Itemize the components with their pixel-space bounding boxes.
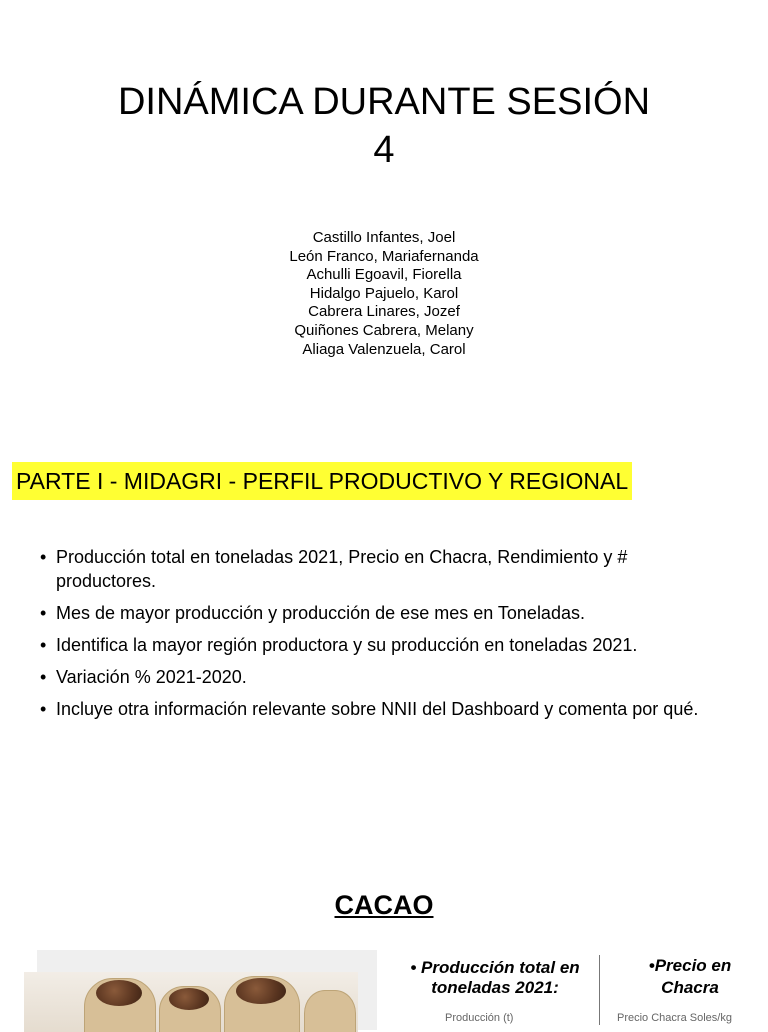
bullet-item: • Identifica la mayor región productora y su producción en toneladas 2021.	[40, 633, 710, 657]
col-produccion-title-2: toneladas 2021:	[431, 978, 559, 997]
bullet-item: • Producción total en toneladas 2021, Precio en Chacra, Rendimiento y # productores.	[40, 545, 710, 593]
beans-shape	[236, 978, 286, 1004]
bullet-item: • Variación % 2021-2020.	[40, 665, 710, 689]
author-name: León Franco, Mariafernanda	[289, 247, 479, 265]
sack-shape	[304, 990, 356, 1032]
author-list	[0, 229, 768, 359]
slide-parte-1	[0, 455, 768, 845]
col-precio-title-2: Chacra	[661, 978, 719, 997]
col-precio	[612, 955, 768, 999]
slide-cacao	[0, 870, 768, 1024]
cacao-sacks-photo	[24, 972, 358, 1032]
author-name: Achulli Egoavil, Fiorella	[306, 266, 462, 284]
col-produccion	[395, 958, 595, 998]
slide-title	[0, 0, 768, 420]
section-heading: PARTE I - MIDAGRI - PERFIL PRODUCTIVO Y REGIONAL	[12, 462, 632, 500]
author-name: Castillo Infantes, Joel	[312, 229, 456, 246]
bullet-item: • Incluye otra información relevante sobre NNII del Dashboard y comenta por qué.	[40, 697, 710, 721]
column-divider	[599, 955, 600, 1025]
col-precio-sub: Precio Chacra Soles/kg	[617, 1012, 732, 1024]
author-name: Cabrera Linares, Jozef	[308, 303, 460, 321]
col-produccion-sub: Producción (t)	[445, 1012, 514, 1024]
beans-shape	[169, 988, 209, 1010]
beans-shape	[96, 980, 142, 1006]
title-line-2: 4	[373, 129, 395, 171]
bullet-item: • Mes de mayor producción y producción de ese mes en Toneladas.	[40, 601, 710, 625]
col-precio-title-1: •Precio en	[648, 956, 732, 975]
author-name: Aliaga Valenzuela, Carol	[302, 340, 466, 358]
cacao-title: CACAO	[334, 890, 434, 920]
title-line-1: DINÁMICA DURANTE SESIÓN	[117, 81, 651, 123]
author-name: Quiñones Cabrera, Melany	[294, 321, 474, 339]
col-produccion-title-1: • Producción total en	[410, 958, 580, 977]
bullet-list	[40, 545, 710, 729]
author-name: Hidalgo Pajuelo, Karol	[309, 284, 459, 302]
slide-title-heading	[0, 78, 768, 174]
